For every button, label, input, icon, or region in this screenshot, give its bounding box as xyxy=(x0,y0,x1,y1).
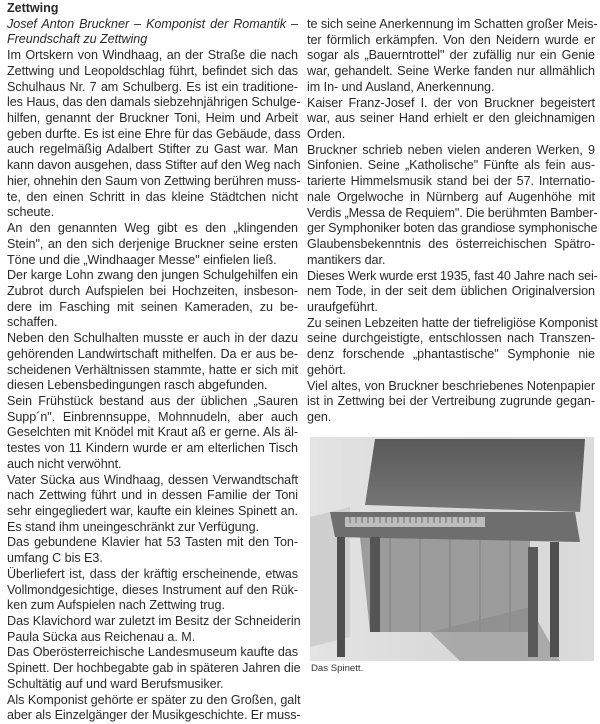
text-line: Vollmondgesichtige, dieses Instrument auf den Rük- xyxy=(7,582,298,597)
text-line: Kaiser Franz-Josef I. der von Bruckner begeistert xyxy=(307,95,595,110)
text-line: Viel altes, von Bruckner beschriebenes Notenpapier xyxy=(307,378,595,393)
spinet-leg-front-left xyxy=(337,537,345,657)
article-title: Zettwing xyxy=(7,1,59,15)
text-line: Verdis „Messa de Requiem". Die berühmten Bamber- xyxy=(307,205,598,220)
text-line: Der karge Lohn zwang den jungen Schulgehilfen ein xyxy=(7,268,298,283)
spinet-leg-front-right xyxy=(528,547,538,657)
text-line: im In- und Ausland, Anerkennung. xyxy=(307,79,495,94)
text-line: schaffen. xyxy=(7,315,58,330)
text-line: sehr eingegliedert war, kaufte ein kleines Spinett an. xyxy=(7,504,298,518)
text-line: Sinfonien. Seine „Katholische" Fünfte als fein aus- xyxy=(307,158,595,173)
spinet-photo xyxy=(310,437,594,661)
text-line: aber als Einzelgänger der Musikgeschichte. Er muss- xyxy=(7,708,301,723)
left-column xyxy=(7,1,301,724)
text-line: Paula Sücka aus Reichenau a. M. xyxy=(7,629,196,644)
text-line: Neben den Schulhalten musste er auch in der dazu xyxy=(7,331,298,346)
photo-caption: Das Spinett. xyxy=(311,663,364,674)
text-line: testes von 11 Kindern wurde er am elterlichen Tisch xyxy=(7,441,298,456)
text-line: gehörenden Landwirtschaft mithelfen. Da er aus be- xyxy=(7,346,298,361)
article-subtitle xyxy=(7,17,298,48)
text-line: te sich seine Anerkennung im Schatten großer Meis- xyxy=(307,17,598,31)
text-line: ger Symphoniker boten das grandiose symphonische xyxy=(307,221,598,236)
left-column-body xyxy=(7,48,301,724)
text-line: scheute. xyxy=(7,205,55,220)
text-line: hier, ohnehin den Saum von Zettwing berühren muss- xyxy=(7,173,301,188)
text-line: Schultätig auf und ward Berufsmusiker. xyxy=(7,676,224,691)
text-line: Überliefert ist, dass der kräftig erscheinende, etwas xyxy=(7,566,298,581)
text-line: les Haus, das den damals siebzehnjährigen Schulge- xyxy=(7,95,301,110)
text-line: Spinett. Der hochbegabte gab in späteren Jahren die xyxy=(7,661,301,676)
text-line: Töne und die „Windhaager Messe" einfielen ließ. xyxy=(7,252,277,267)
text-line: Orden. xyxy=(307,127,346,142)
spinet-photo-graphic xyxy=(310,437,594,661)
text-line: Zu seinen Lebzeiten hatte der tiefreligiöse Komponist xyxy=(307,315,598,330)
text-line: nale Orgelwoche in Nürnberg auf Augenhöhe mit xyxy=(307,189,595,204)
text-line: Das Oberösterreichische Landesmuseum kaufte das xyxy=(7,645,298,660)
text-line: hilfen, genannt der Bruckner Toni, Heim und Arbeit xyxy=(7,111,298,126)
right-column xyxy=(307,17,598,426)
text-line: denz forschende „phantastische" Symphonie nie xyxy=(307,347,595,362)
text-line: Das Klavichord war zuletzt im Besitz der Schneiderin xyxy=(7,614,301,629)
text-line: gen. xyxy=(307,409,332,424)
text-line: tarierte Himmelsmusik stand bei der 57. Internatio- xyxy=(307,174,595,189)
right-column-body xyxy=(307,17,598,426)
text-line: Das gebundene Klavier hat 53 Tasten mit den Ton- xyxy=(7,535,298,550)
text-line: Geselchten mit Knödel mit Kraut aß er gerne. Als äl- xyxy=(7,425,298,440)
text-line: sogar als „Bauerntrottel" der zufällig nur ein Genie xyxy=(307,48,595,63)
text-line: Sein Frühstück bestand aus der üblichen „Sauren xyxy=(7,393,298,408)
text-line: scheidenen Verhältnissen stammte, hatte er sich mit xyxy=(7,362,298,377)
text-line: geben durfte. Es ist eine Ehre für das Gebäude, dass xyxy=(7,126,301,141)
text-line: nem Tode, in der seit dem üblichen Originalversion xyxy=(307,284,595,299)
text-line: Es stand ihm uneingeschränkt zur Verfügung. xyxy=(7,519,259,534)
text-line: auch regelmäßig Adalbert Stifter zu Gast war. Man xyxy=(7,142,298,157)
text-line: Freundschaft zu Zettwing xyxy=(7,32,148,47)
text-line: dere im Fasching mit seinen Kameraden, zu be- xyxy=(7,299,298,314)
text-line: ist in Zettwing bei der Vertreibung zugrunde gegan- xyxy=(307,394,595,409)
spinet-leg-back-left xyxy=(370,537,380,632)
text-line: seine durchgeistigte, entschlossen nach Transzen- xyxy=(307,331,595,346)
text-line: Josef Anton Bruckner – Komponist der Romantik – xyxy=(7,16,298,31)
text-line: Vater Sücka aus Windhaag, dessen Verwandtschaft xyxy=(7,472,298,487)
text-line: Supp´n". Einbrennsuppe, Mohnnudeln, aber auch xyxy=(7,409,298,424)
text-line: Glaubensbekenntnis des österreichischen Spätro- xyxy=(307,237,595,252)
text-line: war, gehandelt. Seine Werke fanden nur allmählich xyxy=(307,64,595,79)
text-line: te, den einen Schritt in das kleine Städtchen nicht xyxy=(7,189,298,204)
text-line: Schulhaus Nr. 7 am Schulberg. Es ist ein traditione- xyxy=(7,79,298,94)
text-line: kann davon ausgehen, dass Stifter auf den Weg nach xyxy=(7,158,301,173)
text-line: Zubrot durch Aufspielen bei Hochzeiten, insbeson- xyxy=(7,283,298,298)
text-line: war, aus seiner Hand erhielt er den gleichnamigen xyxy=(307,111,595,126)
text-line: nach Zettwing führt und in dessen Familie der Toni xyxy=(7,488,298,503)
text-line: umfang C bis E3. xyxy=(7,551,103,566)
text-line: Bruckner schrieb neben vielen anderen Werken, 9 xyxy=(307,142,595,157)
text-line: diesen Lebensbedingungen rasch abgefunden. xyxy=(7,378,268,393)
text-line: Zettwing und Leopoldschlag führt, befindet sich das xyxy=(7,63,298,78)
text-line: Dieses Werk wurde erst 1935, fast 40 Jahre nach sei- xyxy=(307,268,598,283)
spinet-leg-back-right xyxy=(550,542,559,657)
text-line: An den genannten Weg gibt es den „klingenden xyxy=(7,221,298,236)
text-line: uraufgeführt. xyxy=(307,299,378,314)
text-line: mantikers dar. xyxy=(307,252,386,267)
text-line: Als Komponist gehörte er später zu den Großen, galt xyxy=(7,692,301,707)
text-line: Stein", an den sich derjenige Bruckner seine ersten xyxy=(7,236,298,251)
text-line: gehört. xyxy=(307,362,346,377)
spinet-lid xyxy=(365,439,585,512)
text-line: auch nicht verwöhnt. xyxy=(7,456,122,471)
text-line: ter förmlich erkämpfen. Von den Neidern wurde er xyxy=(307,32,595,47)
text-line: ken zum Aufspielen nach Zettwing trug. xyxy=(7,598,225,613)
text-line: Im Ortskern von Windhaag, an der Straße die nach xyxy=(7,48,298,63)
